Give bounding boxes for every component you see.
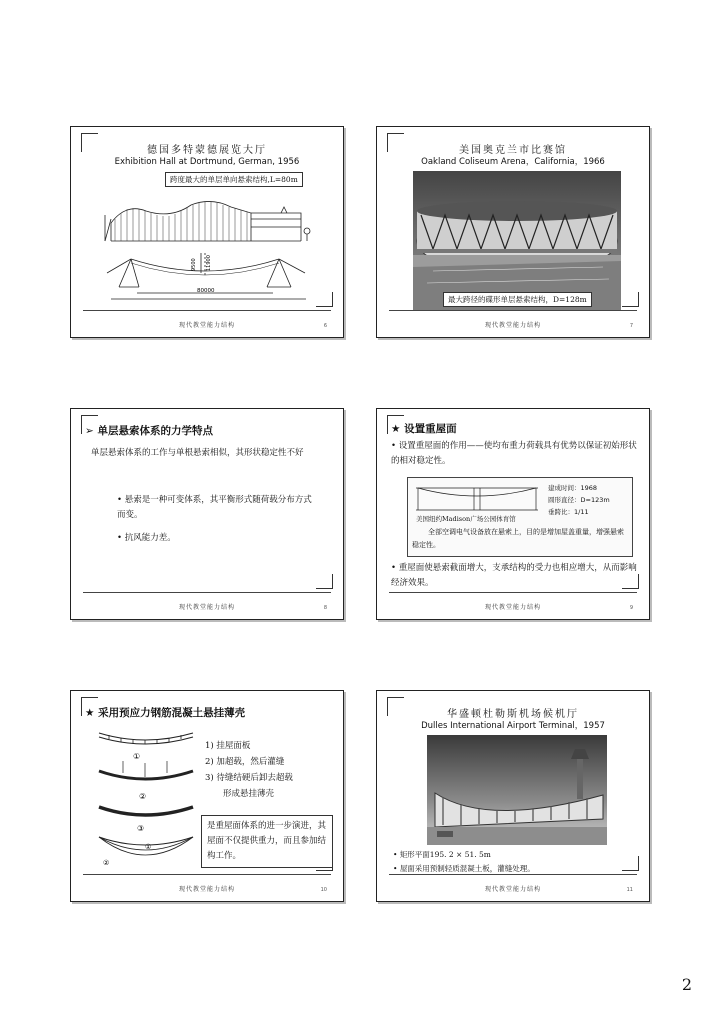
footer-rule [389, 310, 637, 311]
spec-line: 圆形直径：D=123m [548, 496, 610, 504]
heading-text: 单层悬索体系的力学特点 [97, 425, 213, 437]
step-marker: ③ [137, 824, 145, 833]
bullet-item: • 屋面采用预制轻质混凝土板，灌缝处理。 [393, 864, 535, 873]
slide-number: 8 [323, 605, 327, 611]
dortmund-drawing [101, 193, 321, 305]
slide-footer: 现代教堂能力结构 [178, 322, 235, 329]
slide-title-cn: 德国多特蒙德展览大厅 [147, 145, 267, 156]
slide-footer: 现代教堂能力结构 [484, 886, 541, 893]
step-marker: ① [133, 752, 141, 761]
step-marker: ② [139, 792, 147, 801]
slide-title-en: Dulles International Airport Terminal，1957 [421, 721, 605, 731]
star-icon: ★ [85, 707, 95, 719]
footer-rule [83, 874, 331, 875]
slide-oakland [376, 126, 650, 338]
slide-number: 7 [629, 323, 633, 329]
footer-rule [389, 874, 637, 875]
inset-note: 全部空调电气设备放在悬索上，目的是增加屋盖重量，增强悬索稳定性。 [412, 528, 624, 549]
step-marker: ① [145, 843, 152, 851]
slide-dortmund [70, 126, 344, 338]
step-marker: ② [103, 859, 110, 867]
footer-rule [83, 310, 331, 311]
step-item: 1) 挂屋面板 [205, 741, 251, 751]
slide-title-cn: 美国奥克兰市比赛馆 [459, 145, 567, 156]
slide-title-cn: 华盛顿杜勒斯机场候机厅 [447, 709, 579, 720]
madison-section-drawing [414, 482, 540, 514]
step-item: 2) 加超载，然后灌缝 [205, 757, 285, 767]
slide-footer: 现代教堂能力结构 [178, 604, 235, 611]
shell-steps-drawing [93, 725, 203, 875]
slide-corner [622, 574, 639, 589]
slide-footer: 现代教堂能力结构 [178, 886, 235, 893]
bullet-text: 矩形平面195. 2 × 51. 5m [399, 850, 491, 859]
bullet-text: 设置重屋面的作用——使均布重力荷载具有优势以保证初始形状的相对稳定性。 [391, 441, 637, 466]
inset-specs [548, 482, 610, 518]
slide-footer: 现代教堂能力结构 [484, 322, 541, 329]
slide-corner [622, 856, 639, 871]
oakland-photo [413, 171, 621, 311]
footer-rule [83, 592, 331, 593]
slide-title-en: Exhibition Hall at Dortmund, German, 1956 [114, 157, 300, 167]
slide-heading [391, 421, 457, 436]
star-icon: ★ [391, 423, 401, 435]
slide-number: 9 [629, 605, 633, 611]
span-tag: 跨度最大的单层单向悬索结构,L=80m [165, 172, 303, 187]
span-tag: 最大跨径的碟形单层悬索结构，D=128m [443, 292, 592, 307]
dim-span: 80000 [197, 288, 215, 294]
slide-dulles [376, 690, 650, 902]
slide-title-en: Oakland Coliseum Arena，California，1966 [421, 157, 605, 167]
bullet-item: • 悬索是一种可变体系，其平衡形式随荷载分布方式而变。 [117, 495, 312, 520]
dim-height-1: 9500 [191, 258, 197, 271]
slide-prestressed-shell [70, 690, 344, 902]
bullet-text: 悬索是一种可变体系，其平衡形式随荷载分布方式而变。 [117, 495, 312, 520]
heading-text: 采用预应力钢筋混凝土悬挂薄壳 [98, 707, 246, 719]
heading-text: 设置重屋面 [404, 423, 457, 435]
bullet-item: • 矩形平面195. 2 × 51. 5m [393, 850, 491, 859]
arrow-bullet-icon: ➢ [85, 425, 94, 437]
slide-number: 10 [320, 887, 327, 893]
slide-heavy-roof [376, 408, 650, 620]
madison-inset [407, 477, 633, 557]
dulles-photo [427, 735, 607, 845]
bullet-item: • 重屋面使悬索截面增大，支承结构的受力也相应增大，从而影响经济效果。 [391, 563, 637, 588]
spec-line: 垂跨比：1/11 [548, 508, 589, 516]
bullet-text: 屋面采用预制轻质混凝土板，灌缝处理。 [399, 864, 535, 873]
slide-footer: 现代教堂能力结构 [484, 604, 541, 611]
footer-rule [389, 592, 637, 593]
slide-number: 6 [323, 323, 327, 329]
slide-single-layer [70, 408, 344, 620]
dim-height-2: 11900 [206, 255, 212, 271]
slide-heading [85, 423, 213, 438]
bullet-item: • 设置重屋面的作用——使均布重力荷载具有优势以保证初始形状的相对稳定性。 [391, 441, 637, 466]
bullet-text: 重屋面使悬索截面增大，支承结构的受力也相应增大，从而影响经济效果。 [391, 563, 637, 588]
summary-box: 是重屋面体系的进一步演进，其屋面不仅提供重力，而且参加结构工作。 [201, 815, 333, 868]
step-item: 形成悬挂薄壳 [223, 789, 275, 799]
slide-corner [622, 292, 639, 307]
bullet-item: • 抗风能力差。 [117, 533, 176, 543]
page-number: 2 [681, 975, 692, 994]
bullet-text: 抗风能力差。 [124, 533, 176, 543]
slide-corner [316, 574, 333, 589]
slide-number: 11 [626, 887, 633, 893]
step-item: 3) 待缝结硬后卸去超载 [205, 773, 293, 783]
slide-corner [316, 292, 333, 307]
inset-caption: 美国纽约Madison广场公园体育馆 [416, 515, 516, 523]
slide-corner [316, 856, 333, 871]
spec-line: 建成时间：1968 [548, 484, 598, 492]
intro-paragraph: 单层悬索体系的工作与单根悬索相似，其形状稳定性不好 [91, 448, 304, 458]
slide-heading [85, 705, 245, 720]
